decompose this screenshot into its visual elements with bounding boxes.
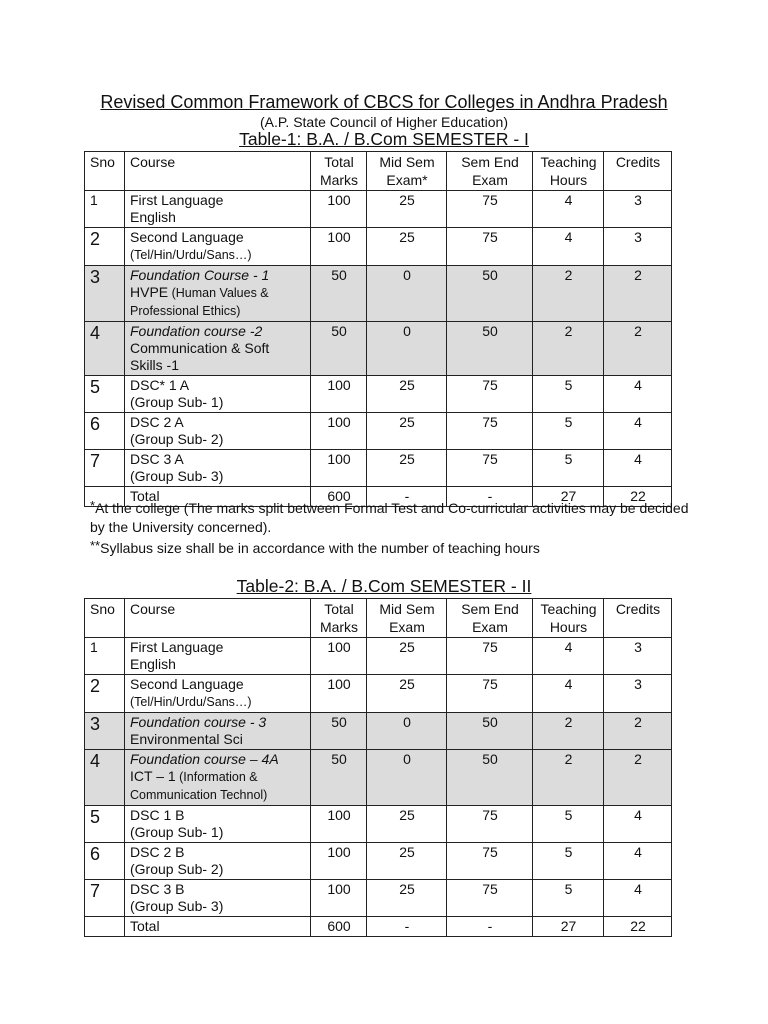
row-credits: 2 [604, 750, 672, 806]
course-detail: (Group Sub- 1) [130, 394, 224, 410]
row-mid: 25 [367, 450, 447, 487]
row-hours: 5 [533, 450, 604, 487]
row-end: 75 [447, 450, 533, 487]
row-sno: 7 [85, 450, 125, 487]
row-hours: 5 [533, 806, 604, 843]
header-total-marks [311, 152, 367, 191]
row-course [125, 675, 311, 713]
row-course [125, 750, 311, 806]
row-credits: 2 [604, 266, 672, 322]
row-total: 100 [311, 413, 367, 450]
row-total: 100 [311, 843, 367, 880]
row-hours: 2 [533, 266, 604, 322]
course-name: DSC 2 B [130, 844, 185, 860]
row-credits: 4 [604, 413, 672, 450]
total-end: - [447, 487, 533, 507]
header-total-line1: Total [324, 154, 354, 170]
row-hours: 4 [533, 228, 604, 266]
row-credits: 4 [604, 843, 672, 880]
row-hours: 5 [533, 843, 604, 880]
row-credits: 4 [604, 450, 672, 487]
header-total-marks [311, 599, 367, 638]
course-name: DSC 2 A [130, 414, 184, 430]
row-sno: 1 [85, 638, 125, 675]
table-row [85, 322, 672, 376]
table-row [85, 880, 672, 917]
row-hours: 5 [533, 880, 604, 917]
header-end-line2: Exam [472, 619, 508, 635]
row-mid: 25 [367, 413, 447, 450]
row-end: 75 [447, 675, 533, 713]
header-credits: Credits [604, 152, 672, 191]
row-mid: 0 [367, 266, 447, 322]
row-course [125, 376, 311, 413]
course-detail: (Group Sub- 3) [130, 468, 224, 484]
row-credits: 3 [604, 675, 672, 713]
footnote-2 [90, 539, 690, 558]
course-name: Foundation course - 3 [130, 714, 267, 730]
row-course [125, 843, 311, 880]
row-total: 50 [311, 713, 367, 750]
header-mid-sem [367, 152, 447, 191]
table2-title: Table-2: B.A. / B.Com SEMESTER - II [236, 576, 532, 596]
header-mid-line1: Mid Sem [379, 601, 435, 617]
row-credits: 4 [604, 880, 672, 917]
row-total: 100 [311, 880, 367, 917]
row-course [125, 638, 311, 675]
table-row [85, 413, 672, 450]
course-name: Foundation course -2 [130, 323, 263, 339]
row-hours: 5 [533, 413, 604, 450]
total-marks: 600 [311, 487, 367, 507]
header-mid-line1: Mid Sem [379, 154, 435, 170]
table-row [85, 191, 672, 228]
row-course [125, 713, 311, 750]
course-name: DSC 3 A [130, 451, 184, 467]
header-teach-line1: Teaching [540, 154, 597, 170]
row-course [125, 266, 311, 322]
row-mid: 0 [367, 322, 447, 376]
course-detail: (Group Sub- 2) [130, 861, 224, 877]
row-end: 75 [447, 806, 533, 843]
course-detail: (Group Sub- 2) [130, 431, 224, 447]
course-name: DSC 1 B [130, 807, 185, 823]
row-course [125, 806, 311, 843]
table-row [85, 750, 672, 806]
table-row [85, 843, 672, 880]
course-name: First Language [130, 639, 224, 655]
document-title: Revised Common Framework of CBCS for Colleges in Andhra Pradesh [100, 92, 668, 112]
table-row [85, 450, 672, 487]
footnote-1-mark: * [90, 498, 96, 513]
row-mid: 0 [367, 750, 447, 806]
header-teach-line2: Hours [549, 172, 588, 188]
header-credits: Credits [604, 599, 672, 638]
total-label: Total [125, 917, 311, 937]
document-subtitle: (A.P. State Council of Higher Education) [260, 114, 508, 130]
row-credits: 3 [604, 228, 672, 266]
row-course [125, 413, 311, 450]
course-detail: English [130, 209, 176, 225]
row-hours: 4 [533, 638, 604, 675]
row-sno: 3 [85, 713, 125, 750]
row-mid: 25 [367, 228, 447, 266]
header-mid-line2: Exam* [386, 172, 428, 188]
table-row [85, 675, 672, 713]
row-total: 100 [311, 806, 367, 843]
row-end: 75 [447, 191, 533, 228]
course-detail: (Group Sub- 3) [130, 898, 224, 914]
table-row [85, 713, 672, 750]
table1-header-row [85, 152, 672, 191]
header-teaching-hours [533, 152, 604, 191]
row-course [125, 191, 311, 228]
course-detail-line3: Skills -1 [130, 357, 180, 373]
header-end-line1: Sem End [461, 154, 519, 170]
row-total: 100 [311, 450, 367, 487]
row-total: 100 [311, 638, 367, 675]
row-end: 75 [447, 413, 533, 450]
header-course: Course [125, 152, 311, 191]
row-mid: 25 [367, 191, 447, 228]
table-row [85, 806, 672, 843]
total-credits: 22 [604, 487, 672, 507]
row-sno: 1 [85, 191, 125, 228]
row-total: 50 [311, 750, 367, 806]
course-detail: HVPE [130, 284, 169, 300]
row-mid: 25 [367, 376, 447, 413]
row-sno: 6 [85, 413, 125, 450]
course-detail-small: (Human Values & [168, 286, 269, 300]
header-total-line2: Marks [319, 619, 359, 635]
row-mid: 25 [367, 806, 447, 843]
footnote-2-text: Syllabus size shall be in accordance with the number of teaching hours [100, 540, 540, 556]
header-teach-line2: Hours [549, 619, 588, 635]
table1 [84, 151, 672, 507]
row-hours: 2 [533, 713, 604, 750]
course-name: Foundation course – 4A [130, 751, 279, 767]
row-mid: 25 [367, 880, 447, 917]
total-mid: - [367, 917, 447, 937]
header-total-line1: Total [324, 601, 354, 617]
course-detail: (Tel/Hin/Urdu/Sans…) [130, 248, 252, 262]
row-total: 100 [311, 191, 367, 228]
row-end: 50 [447, 322, 533, 376]
course-detail: (Group Sub- 1) [130, 824, 224, 840]
table-row [85, 228, 672, 266]
course-name: DSC* 1 A [130, 377, 190, 393]
header-sem-end [447, 599, 533, 638]
row-course [125, 228, 311, 266]
row-hours: 4 [533, 675, 604, 713]
row-mid: 25 [367, 843, 447, 880]
row-sno: 4 [85, 322, 125, 376]
row-total: 50 [311, 266, 367, 322]
footnote-2-mark: ** [90, 538, 101, 553]
course-detail-line3: Professional Ethics) [130, 304, 241, 318]
total-sno [85, 917, 125, 937]
table1-title: Table-1: B.A. / B.Com SEMESTER - I [239, 129, 529, 149]
course-detail: English [130, 656, 176, 672]
total-hours: 27 [533, 917, 604, 937]
row-credits: 2 [604, 713, 672, 750]
row-credits: 3 [604, 191, 672, 228]
row-hours: 5 [533, 376, 604, 413]
course-name: Foundation Course - 1 [130, 267, 270, 283]
table2-header-row [85, 599, 672, 638]
total-marks: 600 [311, 917, 367, 937]
row-course [125, 880, 311, 917]
table-row [85, 638, 672, 675]
row-total: 100 [311, 376, 367, 413]
row-sno: 6 [85, 843, 125, 880]
row-end: 75 [447, 880, 533, 917]
row-end: 75 [447, 228, 533, 266]
table-row [85, 376, 672, 413]
course-name: Second Language [130, 676, 244, 692]
total-hours: 27 [533, 487, 604, 507]
row-mid: 0 [367, 713, 447, 750]
row-credits: 4 [604, 376, 672, 413]
row-course [125, 450, 311, 487]
course-detail-small: (Information & [175, 770, 258, 784]
row-credits: 3 [604, 638, 672, 675]
header-mid-line2: Exam [389, 619, 425, 635]
table-total-row [85, 917, 672, 937]
total-mid: - [367, 487, 447, 507]
header-end-line1: Sem End [461, 601, 519, 617]
table2 [84, 598, 672, 937]
row-hours: 2 [533, 322, 604, 376]
row-credits: 2 [604, 322, 672, 376]
row-sno: 5 [85, 806, 125, 843]
course-name: DSC 3 B [130, 881, 185, 897]
total-credits: 22 [604, 917, 672, 937]
header-teaching-hours [533, 599, 604, 638]
row-course [125, 322, 311, 376]
footnote-1 [90, 499, 690, 537]
course-detail: Environmental Sci [130, 731, 243, 747]
header-sno: Sno [85, 152, 125, 191]
row-mid: 25 [367, 675, 447, 713]
row-end: 50 [447, 713, 533, 750]
header-sno: Sno [85, 599, 125, 638]
row-sno: 7 [85, 880, 125, 917]
row-sno: 2 [85, 228, 125, 266]
row-end: 75 [447, 843, 533, 880]
total-label: Total [125, 487, 311, 507]
row-total: 100 [311, 675, 367, 713]
row-total: 100 [311, 228, 367, 266]
course-detail-line3: Communication Technol) [130, 788, 268, 802]
row-end: 75 [447, 376, 533, 413]
row-hours: 4 [533, 191, 604, 228]
header-mid-sem [367, 599, 447, 638]
row-mid: 25 [367, 638, 447, 675]
row-hours: 2 [533, 750, 604, 806]
row-end: 50 [447, 750, 533, 806]
row-sno: 5 [85, 376, 125, 413]
course-detail: Communication & Soft [130, 340, 270, 356]
row-end: 50 [447, 266, 533, 322]
table-row [85, 266, 672, 322]
row-sno: 3 [85, 266, 125, 322]
row-credits: 4 [604, 806, 672, 843]
header-teach-line1: Teaching [540, 601, 597, 617]
course-detail: ICT – 1 [130, 768, 176, 784]
footnote-1-text: At the college (The marks split between Formal Test and Co-curricular activities may be decided by the University concerned). [90, 500, 689, 535]
course-name: First Language [130, 192, 224, 208]
header-total-line2: Marks [319, 172, 359, 188]
total-end: - [447, 917, 533, 937]
course-name: Second Language [130, 229, 244, 245]
row-sno: 4 [85, 750, 125, 806]
header-sem-end [447, 152, 533, 191]
header-course: Course [125, 599, 311, 638]
course-detail: (Tel/Hin/Urdu/Sans…) [130, 695, 252, 709]
row-end: 75 [447, 638, 533, 675]
header-end-line2: Exam [472, 172, 508, 188]
row-sno: 2 [85, 675, 125, 713]
row-total: 50 [311, 322, 367, 376]
